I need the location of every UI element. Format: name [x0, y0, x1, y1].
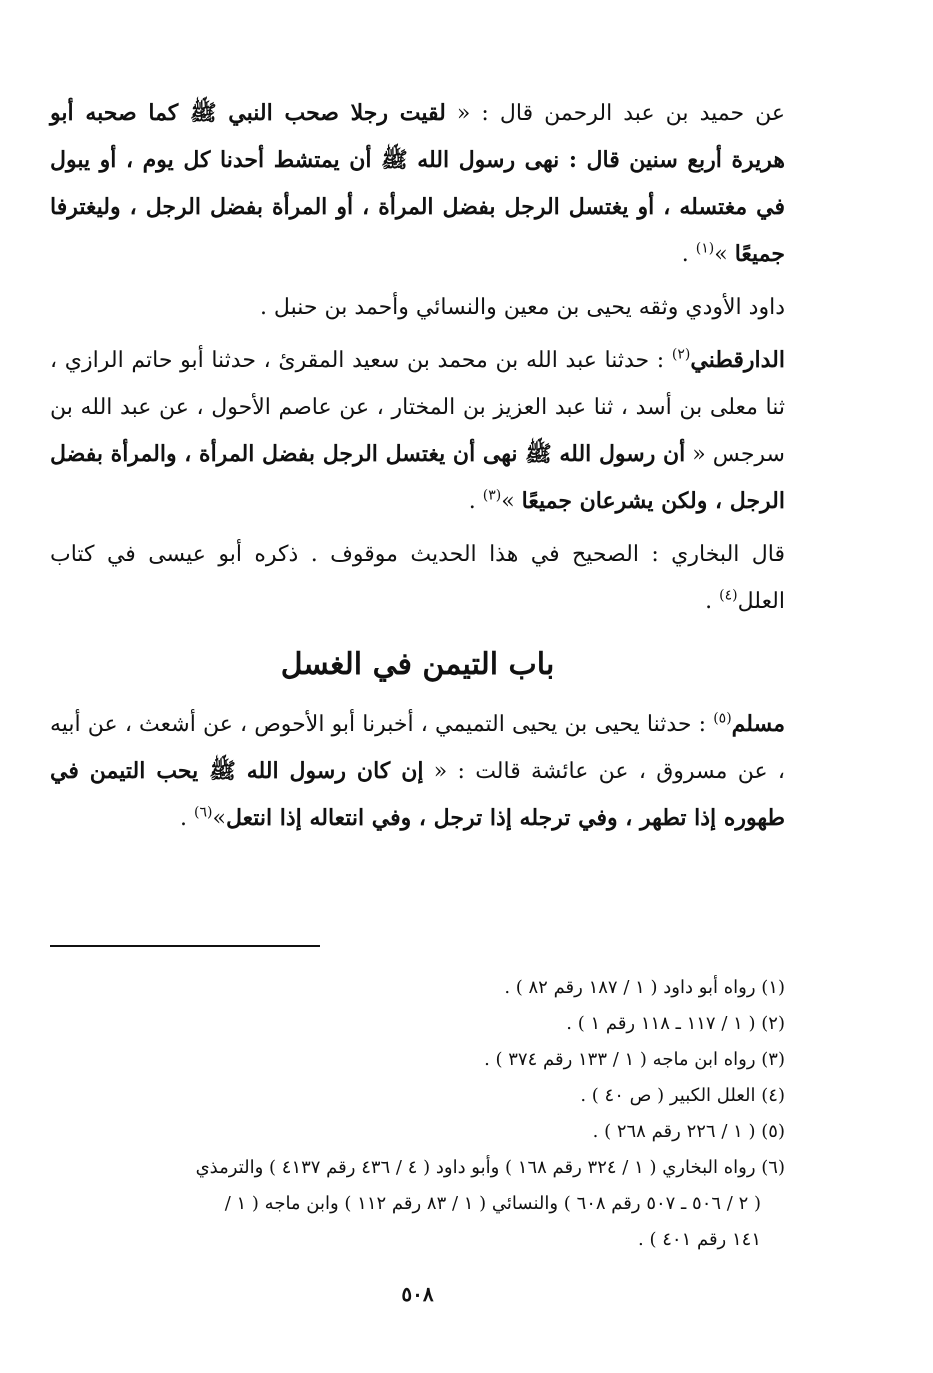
footnote-item: (٣) رواه ابن ماجه ( ١ / ١٣٣ رقم ٣٧٤ ) .: [484, 1049, 785, 1070]
text-run: .: [468, 489, 483, 514]
paragraph-bukhari: [50, 531, 785, 625]
text-run: : حدثنا عبد الله بن محمد بن سعيد المقرئ ، حدثنا أبو حاتم الرازي ، ثنا معلى بن أسد ، ثنا عبد العزيز بن المختار ، عن عاصم الأحول ، عن عبد الله بن سرجس «: [50, 348, 785, 467]
footnote-item: (٤) العلل الكبير ( ص ٤٠ ) .: [580, 1085, 785, 1106]
footnote-ref[interactable]: (٣): [482, 487, 502, 504]
page-number: ٥٠٨: [401, 1282, 434, 1306]
footnote-item: (٥) ( ١ / ٢٢٦ رقم ٢٦٨ ) .: [592, 1121, 785, 1142]
footnote-ref[interactable]: (٢): [671, 346, 691, 363]
footnote-ref[interactable]: (٦): [194, 804, 213, 821]
footnote-item: [50, 1150, 785, 1258]
text-run: : حدثنا يحيى بن يحيى التميمي ، أخبرنا أبو الأحوص ، عن أشعث ، عن أبيه ، عن مسروق ، عن عائشة قالت : «: [50, 712, 785, 784]
text-run: »: [212, 806, 226, 831]
text-run: عن حميد بن عبد الرحمن قال : «: [445, 101, 786, 126]
hadith-text: إن كان رسول الله ﷺ يحب التيمن في طهوره إذا تطهر ، وفي ترجله إذا ترجل ، وفي انتعاله إذا انتعل: [50, 758, 785, 831]
text-run: داود الأودي وثقه يحيى بن معين والنسائي وأحمد بن حنبل .: [259, 295, 785, 320]
text-run: »: [501, 489, 522, 514]
footnotes: [50, 970, 785, 1258]
source-name: مسلم: [731, 711, 785, 737]
paragraph-muslim: [50, 701, 785, 842]
section-heading: باب التيمن في الغسل: [280, 647, 555, 682]
footnote-item: (١) رواه أبو داود ( ١ / ١٨٧ رقم ٨٢ ) .: [504, 977, 785, 998]
page-body: [50, 90, 785, 1320]
paragraph-dawud: [50, 284, 785, 331]
text-run: قال البخاري : الصحيح في هذا الحديث موقوف . ذكره أبو عيسى في كتاب العلل: [50, 542, 785, 614]
footnote-ref[interactable]: (٥): [713, 710, 732, 727]
footnote-ref[interactable]: (١): [695, 240, 715, 257]
footnote-ref[interactable]: (٤): [719, 587, 738, 604]
footnote-line: ( ٢ / ٥٠٦ ـ ٥٠٧ رقم ٦٠٨ ) والنسائي ( ١ / ٨٣ رقم ١١٢ ) وابن ماجه ( ١ /: [224, 1193, 761, 1214]
hadith-text: لقيت رجلا صحب النبي ﷺ كما صحبه أبو هريرة أربع سنين قال : نهى رسول الله ﷺ أن يمتشط أحدنا كل يوم ، أو يبول في مغتسله ، أو يغتسل الرجل بفضل المرأة ، أو المرأة بفضل الرجل ، وليغترفا جميعًا: [50, 100, 785, 267]
footnote-divider: [50, 945, 320, 947]
text-run: .: [180, 806, 195, 831]
footnote-item: (٢) ( ١ / ١١٧ ـ ١١٨ رقم ١ ) .: [566, 1013, 785, 1034]
paragraph-humaid: [50, 90, 785, 278]
text-run: »: [714, 242, 735, 267]
hadith-text: أن رسول الله ﷺ نهى أن يغتسل الرجل بفضل المرأة ، والمرأة بفضل الرجل ، ولكن يشرعان جميعًا: [50, 441, 785, 514]
footnote-line: ١٤١ رقم ٤٠١ ) .: [638, 1229, 761, 1250]
paragraph-daraqutni: [50, 337, 785, 525]
text-run: .: [705, 589, 720, 614]
footnote-line: (٦) رواه البخاري ( ١ / ٣٢٤ رقم ١٦٨ ) وأبو داود ( ٤ / ٤٣٦ رقم ٤١٣٧ ) والترمذي: [195, 1157, 785, 1178]
source-name: الدارقطني: [690, 347, 785, 373]
text-run: .: [681, 242, 696, 267]
